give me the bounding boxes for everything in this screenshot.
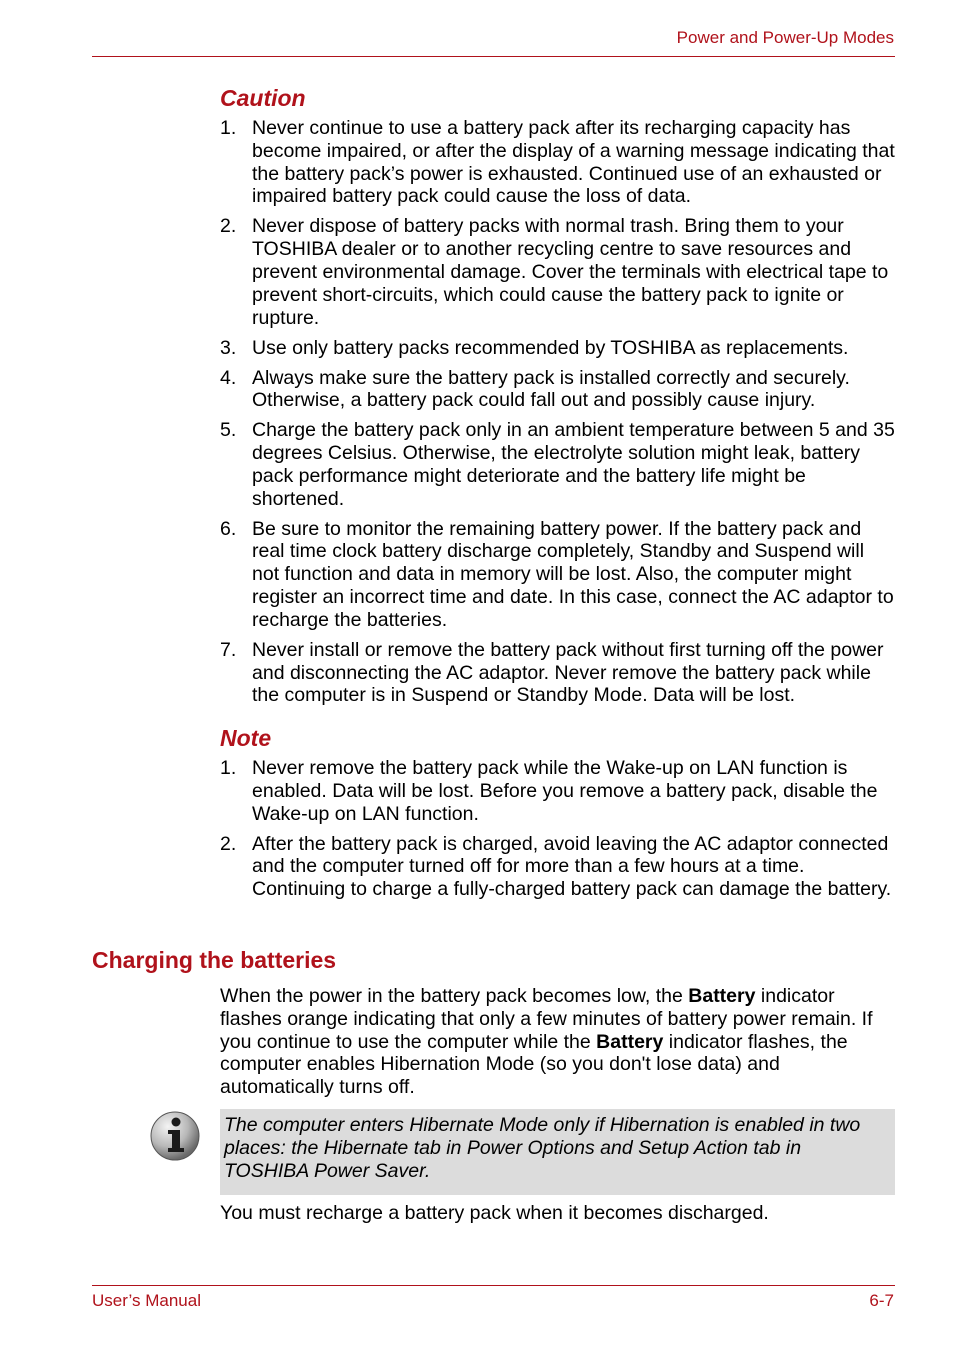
item-text: Never continue to use a battery pack after its recharging capacity has become impaired, or after the display of a warning message indicating that the battery pack’s power is exhausted. Continued use of an exhausted or impaired battery pack could cause the loss of data. bbox=[252, 117, 895, 208]
item-text: Be sure to monitor the remaining battery power. If the battery pack and real time clock battery discharge completely, Standby and Suspend will not function and data in memory will be lost. Also, the computer might register an incorrect time and date. In this case, connect the AC adaptor to recharge the batteries. bbox=[252, 517, 894, 631]
item-number: 2. bbox=[220, 832, 237, 855]
list-item bbox=[220, 215, 895, 329]
list-item bbox=[220, 337, 895, 360]
text-run: indicator flashes, the computer enables Hibernation Mode (so you don't lose data) and automatically turns off. bbox=[220, 1030, 848, 1099]
list-item bbox=[220, 518, 895, 632]
caution-section bbox=[220, 85, 895, 714]
text-run: indicator flashes orange indicating that only a few minutes of battery power remain. If you continue to use the computer while the bbox=[220, 985, 873, 1053]
item-text: Never install or remove the battery pack without first turning off the power and disconnecting the AC adaptor. Never remove the battery pack while the computer is in Suspend or Standby Mode. Data will be lost. bbox=[252, 638, 884, 707]
page-number: 6-7 bbox=[869, 1291, 894, 1310]
footer-rule bbox=[92, 1285, 895, 1286]
item-text: Never dispose of battery packs with normal trash. Bring them to your TOSHIBA dealer or to another recycling centre to save resources and prevent environmental damage. Cover the terminals with electrical tape to prevent short-circuits, which could cause the battery pack to ignite or rupture. bbox=[252, 215, 889, 329]
info-note-box: The computer enters Hibernate Mode only if Hibernation is enabled in two places: the Hibernate tab in Power Options and Setup Action tab in TOSHIBA Power Saver. bbox=[220, 1109, 895, 1195]
item-number: 6. bbox=[220, 517, 237, 540]
item-number: 4. bbox=[220, 366, 237, 389]
list-item bbox=[220, 117, 895, 208]
note-list bbox=[220, 757, 895, 901]
item-number: 7. bbox=[220, 638, 237, 661]
text-run: When the power in the battery pack becomes low, the bbox=[220, 985, 689, 1007]
page-header-title: Power and Power-Up Modes bbox=[676, 28, 894, 47]
item-text: Never remove the battery pack while the Wake-up on LAN function is enabled. Data will be lost. Before you remove a battery pack, disable the Wake-up on LAN function. bbox=[252, 757, 878, 825]
footer-manual-title: User’s Manual bbox=[92, 1291, 201, 1310]
section-heading: Charging the batteries bbox=[92, 947, 337, 973]
item-number: 5. bbox=[220, 419, 237, 442]
battery-term: Battery bbox=[596, 1030, 664, 1053]
item-text: Always make sure the battery pack is installed correctly and securely. Otherwise, a battery pack could fall out and possibly cause injury. bbox=[252, 366, 850, 412]
charging-paragraph bbox=[220, 985, 895, 1099]
caution-list bbox=[220, 117, 895, 707]
list-item bbox=[220, 833, 895, 901]
item-number: 3. bbox=[220, 336, 237, 359]
item-number: 1. bbox=[220, 117, 237, 139]
list-item bbox=[220, 419, 895, 510]
caution-heading: Caution bbox=[220, 85, 306, 111]
item-text: After the battery pack is charged, avoid leaving the AC adaptor connected and the computer turned off for more than a few hours at a time. Continuing to charge a fully-charged battery pack can damage the battery. bbox=[252, 832, 892, 901]
item-number: 2. bbox=[220, 215, 237, 238]
list-item bbox=[220, 639, 895, 707]
list-item bbox=[220, 367, 895, 413]
info-icon bbox=[149, 1110, 201, 1162]
item-text: Charge the battery pack only in an ambient temperature between 5 and 35 degrees Celsius. Otherwise, the electrolyte solution might leak, battery pack performance might deteriorate and the battery life might be shortened. bbox=[252, 419, 895, 510]
note-heading: Note bbox=[220, 725, 272, 751]
header-rule bbox=[92, 56, 895, 57]
item-number: 1. bbox=[220, 757, 237, 779]
item-text: Use only battery packs recommended by TOSHIBA as replacements. bbox=[252, 336, 849, 359]
battery-term: Battery bbox=[688, 985, 756, 1007]
list-item bbox=[220, 757, 895, 825]
recharge-paragraph: You must recharge a battery pack when it becomes discharged. bbox=[220, 1202, 769, 1224]
note-section bbox=[220, 725, 895, 908]
